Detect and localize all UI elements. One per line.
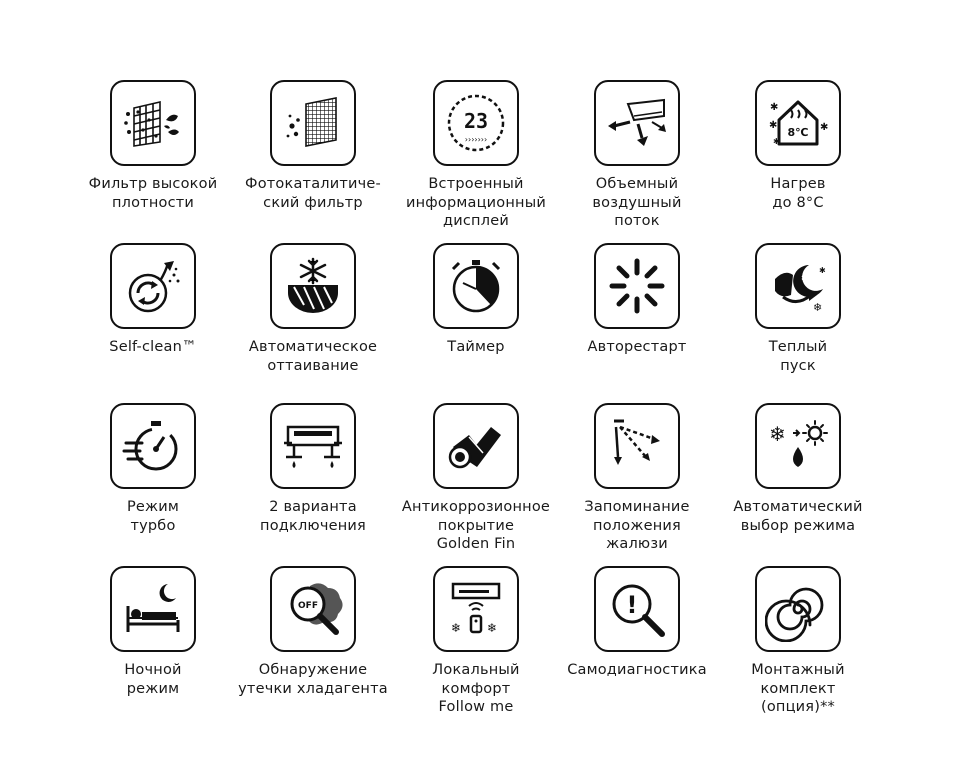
feature-night-mode (65, 566, 241, 698)
feature-label: Фотокаталитиче- ский фильтр (245, 176, 381, 211)
feature-airflow (549, 80, 725, 231)
feature-auto-mode (710, 403, 886, 535)
feature-self-diagnosis (549, 566, 725, 680)
diagnosis-mark: ! (626, 591, 638, 619)
feature-label: Встроенный информационный дисплей (406, 176, 546, 229)
airflow-icon (594, 80, 680, 166)
leak-detection-icon (270, 566, 356, 652)
heating-icon (755, 80, 841, 166)
installation-kit-icon (755, 566, 841, 652)
display-icon (433, 80, 519, 166)
feature-follow-me (388, 566, 564, 717)
feature-installation-kit (710, 566, 886, 717)
svg-text:✱: ✱ (770, 102, 779, 113)
svg-text:✱: ✱ (773, 137, 780, 146)
feature-label: Автоматическое оттаивание (248, 339, 378, 374)
follow-me-icon (433, 566, 519, 652)
feature-label: Запоминание положения жалюзи (584, 499, 690, 552)
feature-label: Объемный воздушный поток (592, 176, 682, 229)
defrost-icon (270, 243, 356, 329)
heating-temp: 8℃ (787, 126, 809, 139)
feature-label: Самодиагностика (567, 662, 707, 678)
feature-photocatalytic-filter (225, 80, 401, 212)
feature-label: Автоматический выбор режима (733, 499, 863, 534)
feature-label: Фильтр высокой плотности (88, 176, 218, 211)
feature-label: 2 варианта подключения (260, 499, 366, 534)
leak-off-text: OFF (298, 601, 318, 611)
feature-autorestart (549, 243, 725, 357)
feature-defrost (225, 243, 401, 375)
feature-label: Теплый пуск (768, 339, 828, 374)
feature-warm-start (710, 243, 886, 375)
hd-filter-icon (110, 80, 196, 166)
feature-label: Режим турбо (126, 499, 180, 534)
feature-label: Нагрев до 8°C (770, 176, 826, 211)
feature-golden-fin (388, 403, 564, 554)
svg-text:✱: ✱ (819, 266, 826, 275)
connection-icon (270, 403, 356, 489)
feature-louver-memory (549, 403, 725, 554)
svg-text:✱: ✱ (820, 122, 829, 133)
timer-icon (433, 243, 519, 329)
feature-label: Self-clean™ (109, 339, 197, 355)
feature-label: Таймер (447, 339, 505, 355)
feature-label: Обнаружение утечки хладагента (238, 662, 388, 697)
feature-hd-filter (65, 80, 241, 212)
svg-text:›››››››: ››››››› (464, 135, 488, 144)
self-diagnosis-icon (594, 566, 680, 652)
feature-heating (710, 80, 886, 212)
feature-connection (225, 403, 401, 535)
auto-mode-icon (755, 403, 841, 489)
golden-fin-icon (433, 403, 519, 489)
svg-text:❄: ❄ (487, 621, 498, 635)
photocatalytic-filter-icon (270, 80, 356, 166)
svg-text:❄: ❄ (451, 621, 462, 635)
feature-label: Локальный комфорт Follow me (432, 662, 520, 715)
feature-label: Антикоррозионное покрытие Golden Fin (401, 499, 551, 552)
svg-text:❄: ❄ (769, 422, 786, 446)
feature-turbo (65, 403, 241, 535)
svg-text:❄: ❄ (813, 301, 823, 314)
feature-timer (388, 243, 564, 357)
feature-label: Ночной режим (124, 662, 182, 697)
feature-leak-detection (225, 566, 401, 698)
louver-memory-icon (594, 403, 680, 489)
feature-label: Монтажный комплект (опция)** (751, 662, 845, 715)
display-digits: 23 (463, 109, 489, 133)
feature-label: Авторестарт (587, 339, 687, 355)
svg-text:✱: ✱ (769, 120, 778, 131)
self-clean-icon (110, 243, 196, 329)
autorestart-icon (594, 243, 680, 329)
svg-text:✱: ✱ (801, 274, 809, 284)
warm-start-icon (755, 243, 841, 329)
feature-self-clean (65, 243, 241, 357)
feature-display (388, 80, 564, 231)
night-mode-icon (110, 566, 196, 652)
turbo-icon (110, 403, 196, 489)
